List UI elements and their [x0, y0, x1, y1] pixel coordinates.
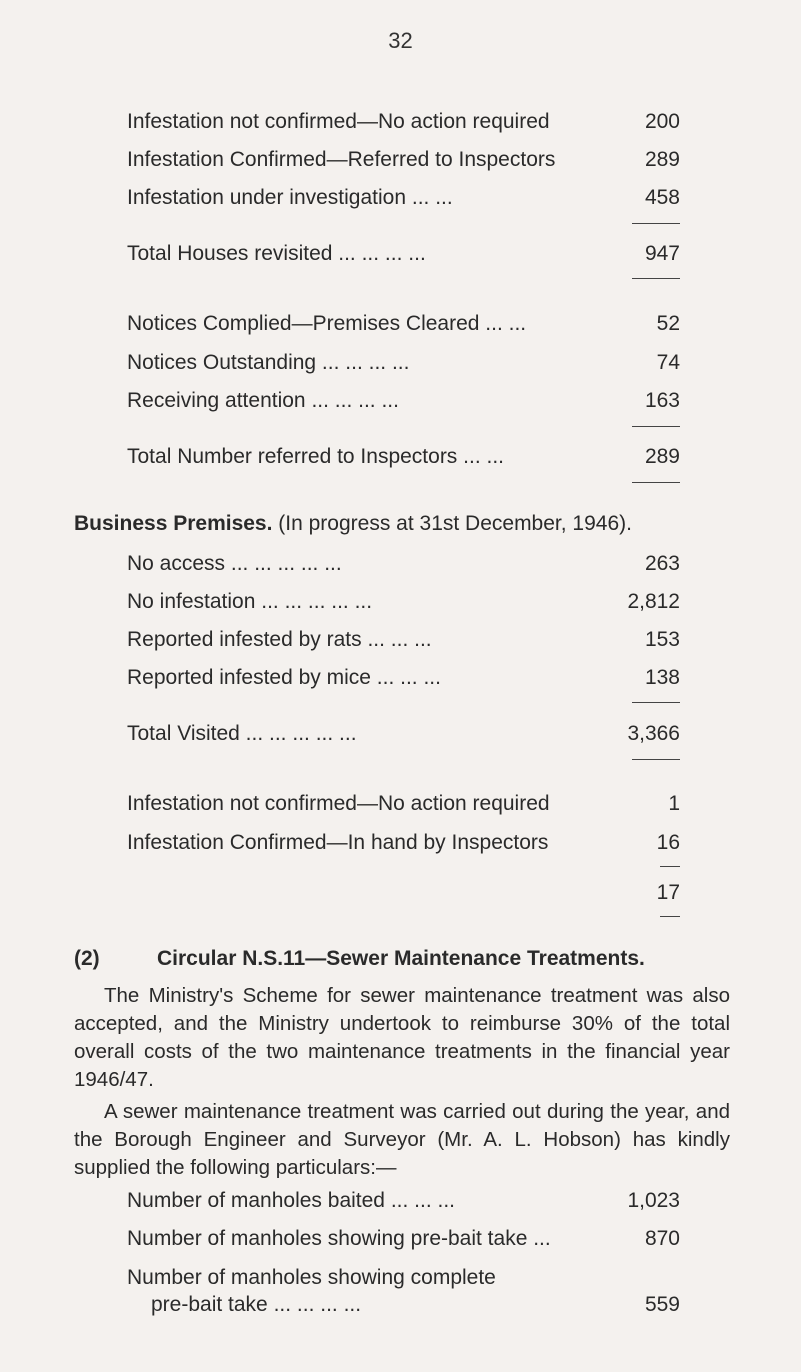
divider [632, 223, 680, 224]
item-value: 74 [656, 351, 680, 374]
item-value: 458 [644, 186, 680, 209]
item-label: Infestation not confirmed—No action required [127, 792, 550, 815]
item-value: 289 [644, 148, 680, 171]
item-value: 1,023 [627, 1189, 680, 1212]
total-label: Total Number referred to Inspectors ... ... [127, 445, 504, 468]
divider [632, 702, 680, 703]
list-item [127, 587, 680, 617]
list-item [127, 1186, 680, 1216]
total-row [127, 719, 680, 749]
item-label: Infestation Confirmed—In hand by Inspectors [127, 831, 549, 854]
item-label: Infestation under investigation ... ... [127, 186, 453, 209]
item-label: No access ... ... ... ... ... [127, 552, 342, 575]
list-item [127, 386, 680, 416]
list-item [127, 309, 680, 339]
item-label: Notices Outstanding ... ... ... ... [127, 351, 410, 374]
list-item-label-line1: Number of manholes showing complete [127, 1266, 496, 1289]
section-number: (2) [74, 947, 100, 970]
item-label: Receiving attention ... ... ... ... [127, 389, 399, 412]
item-label: Number of manholes showing pre-bait take ... [127, 1227, 551, 1250]
divider [632, 482, 680, 483]
item-label: No infestation ... ... ... ... ... [127, 590, 373, 613]
total-row [127, 239, 680, 269]
divider [632, 426, 680, 427]
total-label: Total Houses revisited ... ... ... ... [127, 242, 426, 265]
list-item [127, 1224, 680, 1254]
list-item [127, 348, 680, 378]
item-value: 2,812 [627, 590, 680, 613]
total-value: 3,366 [627, 722, 680, 745]
item-value: 52 [656, 312, 680, 335]
item-value: 200 [644, 110, 680, 133]
list-item [127, 663, 680, 693]
divider [660, 866, 680, 867]
total-label: Total Visited ... ... ... ... ... [127, 722, 357, 745]
heading-bold: Business Premises. [74, 512, 273, 535]
section-title: Circular N.S.11—Sewer Maintenance Treatments. [157, 947, 645, 970]
total-value: 947 [644, 242, 680, 265]
item-value: 163 [644, 389, 680, 412]
item-value: 153 [644, 628, 680, 651]
list-item [127, 549, 680, 579]
paragraph-text: A sewer maintenance treatment was carried out during the year, and the Borough Engineer and Surveyor (Mr. A. L. Hobson) has kindly supplied the following particulars:— [74, 1100, 730, 1179]
list-item [127, 828, 680, 858]
item-value: 138 [644, 666, 680, 689]
list-item [600, 1290, 680, 1320]
list-item [127, 107, 680, 137]
list-item [127, 625, 680, 655]
item-label: Notices Complied—Premises Cleared ... ... [127, 312, 527, 335]
paragraph-text: The Ministry's Scheme for sewer maintenance treatment was also accepted, and the Ministry undertook to reimburse 30% of the total overall costs of the two maintenance treatments in the financial year 1946/47. [74, 984, 730, 1091]
item-value: 559 [644, 1293, 680, 1316]
list-item [127, 789, 680, 819]
item-label: Reported infested by mice ... ... ... [127, 666, 441, 689]
item-value: 870 [644, 1227, 680, 1250]
total-value: 289 [644, 445, 680, 468]
item-label: Number of manholes baited ... ... ... [127, 1189, 455, 1212]
item-value: 1 [668, 792, 680, 815]
list-item-label-line2: pre-bait take ... ... ... ... [151, 1293, 362, 1316]
page-number: 32 [388, 28, 413, 53]
paragraph [74, 1098, 730, 1182]
item-label: Infestation Confirmed—Referred to Inspectors [127, 148, 556, 171]
divider [632, 278, 680, 279]
divider [660, 916, 680, 917]
divider [632, 759, 680, 760]
list-item [127, 183, 680, 213]
item-value: 16 [656, 831, 680, 854]
item-label: Reported infested by rats ... ... ... [127, 628, 432, 651]
paragraph [74, 982, 730, 1094]
total-row [127, 442, 680, 472]
total-row [600, 878, 680, 908]
list-item [127, 145, 680, 175]
item-label: Infestation not confirmed—No action required [127, 110, 550, 133]
section-heading [74, 512, 632, 536]
heading-rest: (In progress at 31st December, 1946). [272, 512, 632, 535]
item-value: 263 [644, 552, 680, 575]
total-value: 17 [656, 881, 680, 904]
